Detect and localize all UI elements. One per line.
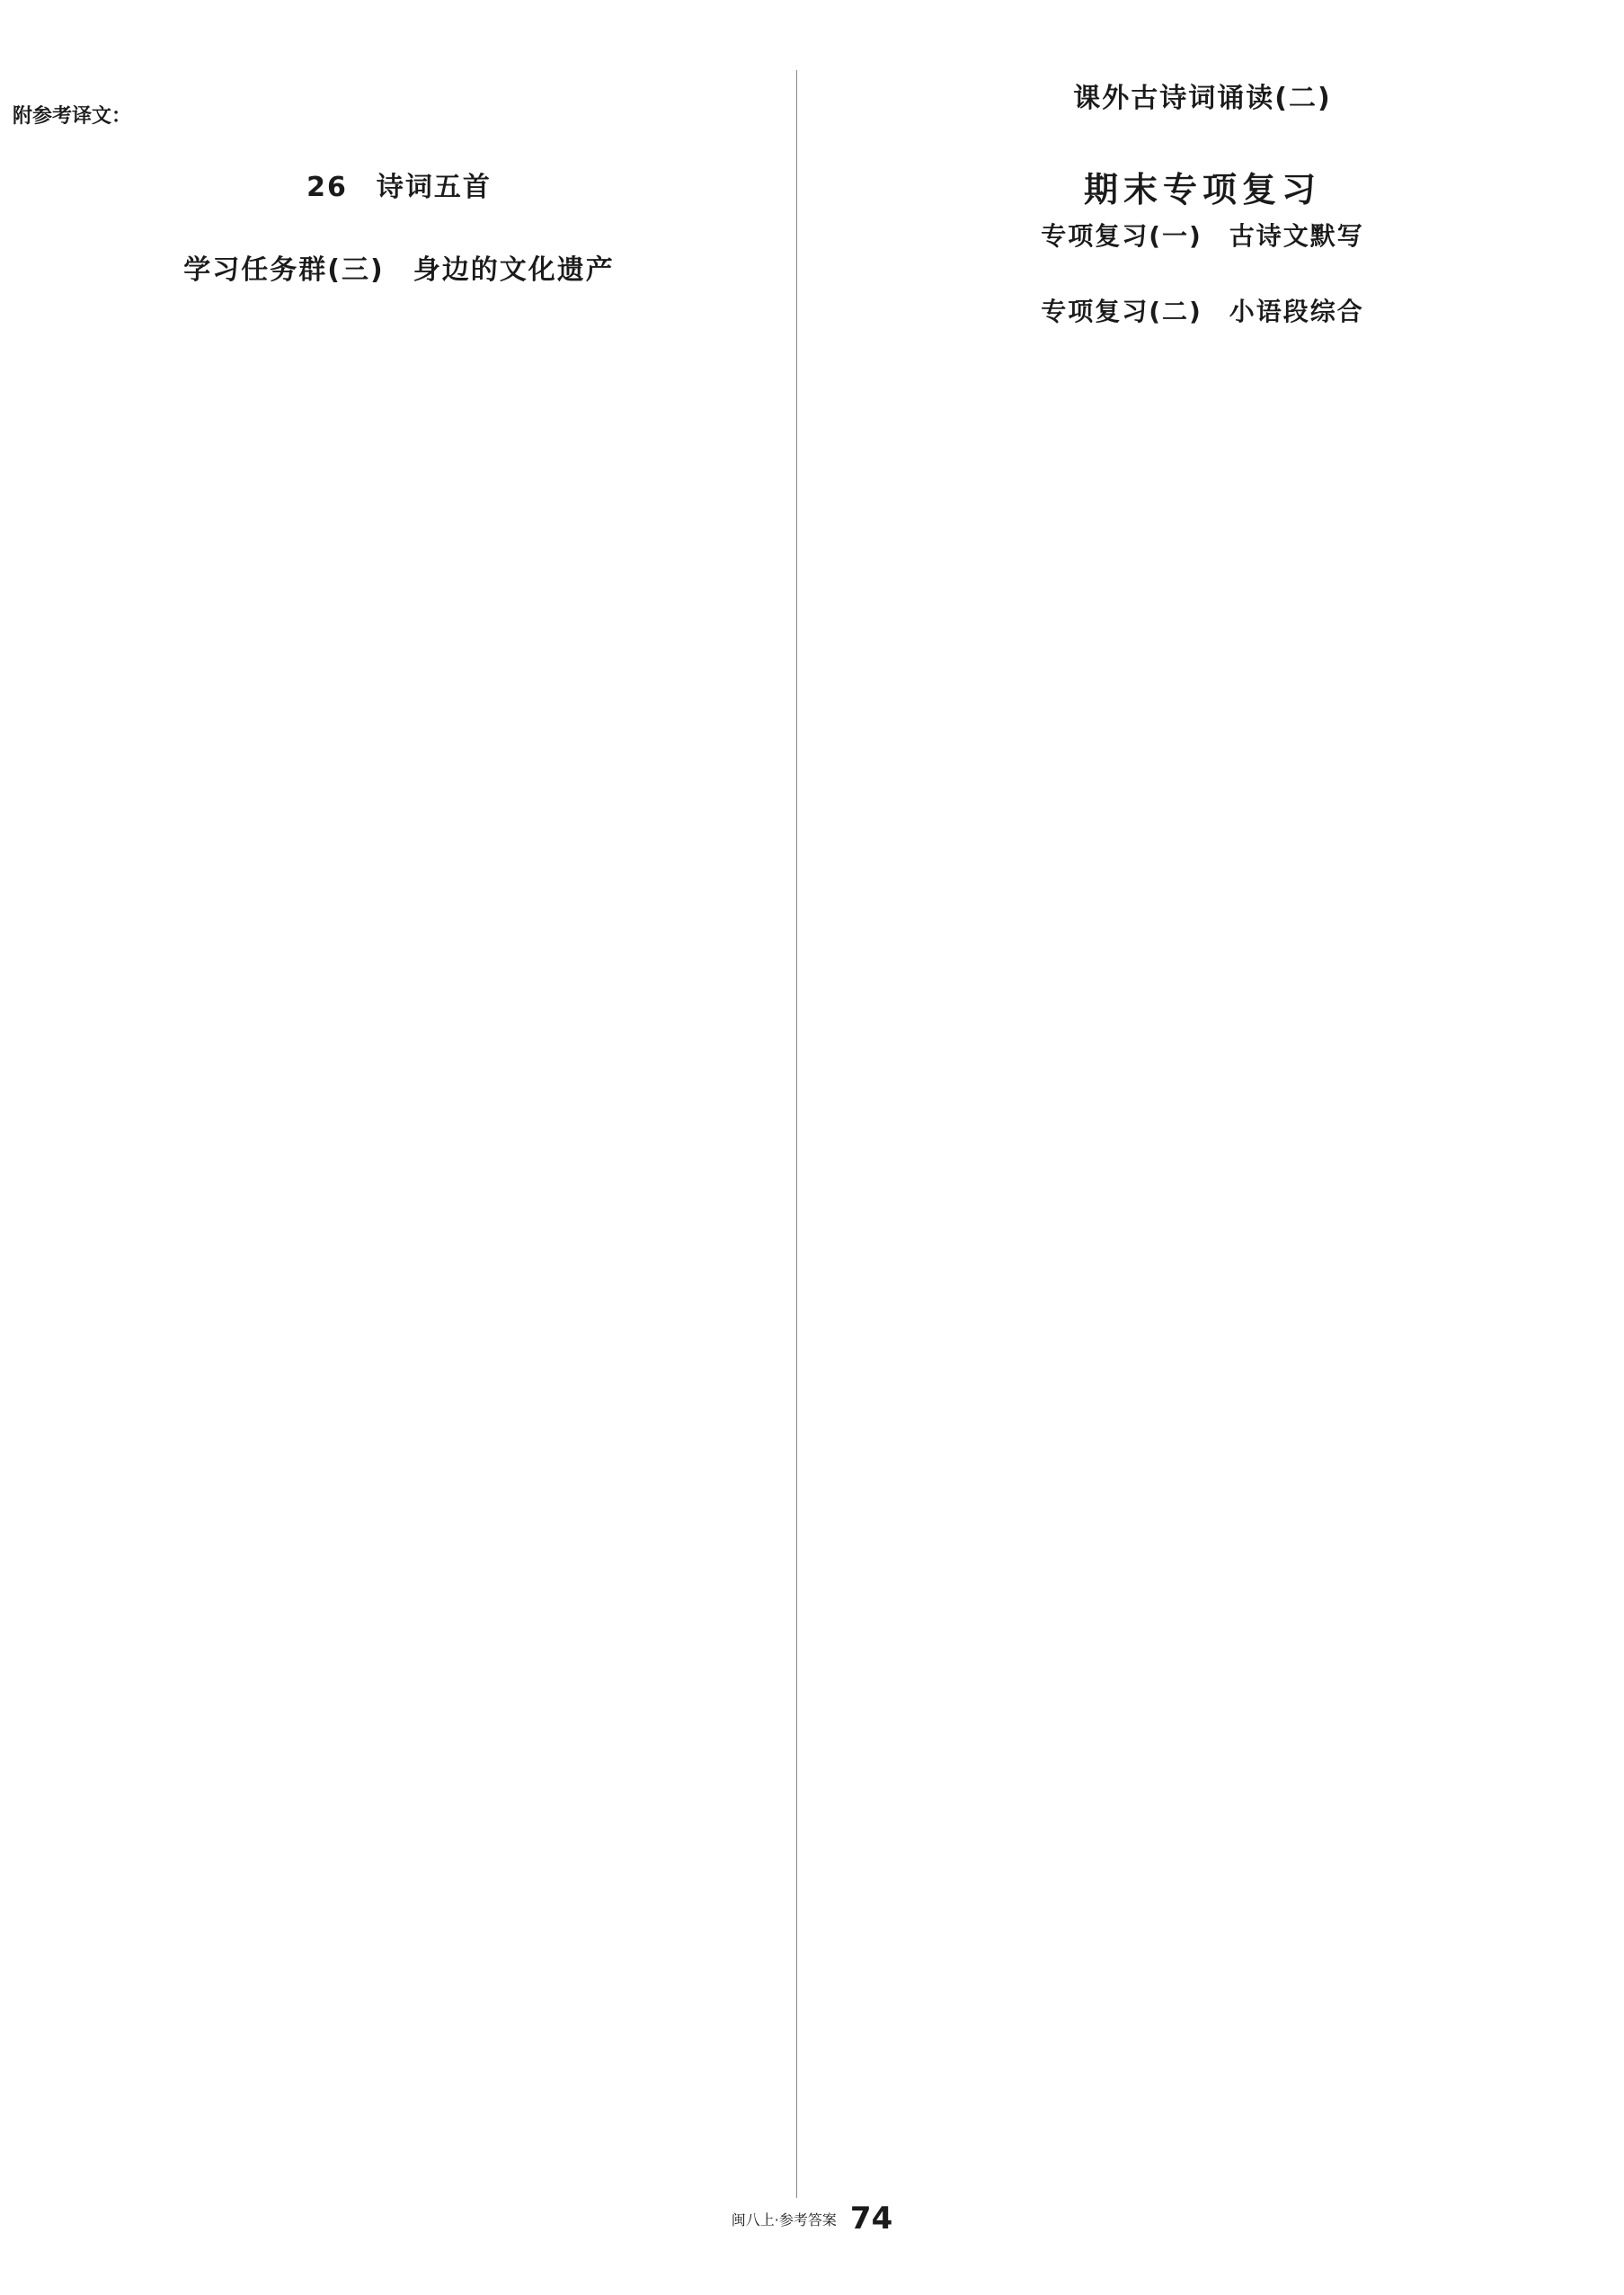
appendix-label: 附参考译文： bbox=[13, 104, 132, 128]
page-footer bbox=[0, 2201, 1624, 2237]
appendix-translation bbox=[13, 130, 785, 159]
section-26-title: 26 诗词五首 bbox=[306, 172, 492, 203]
footer-tag: 闽八上·参考答案 bbox=[731, 2210, 837, 2228]
continued-answer-text bbox=[13, 70, 785, 99]
final-review-title: 期末专项复习 bbox=[1083, 170, 1321, 209]
task-group-3-answers bbox=[13, 296, 785, 325]
left-column bbox=[13, 70, 785, 2198]
right-column bbox=[816, 70, 1589, 2198]
section-26-answers bbox=[13, 213, 785, 242]
special-review-1-answers bbox=[816, 260, 1589, 289]
special-review-1-title: 专项复习(一) 古诗文默写 bbox=[1041, 221, 1364, 251]
page-number: 74 bbox=[849, 2201, 893, 2237]
extra-poetry-answers bbox=[816, 124, 1589, 153]
special-review-2-answers bbox=[816, 335, 1589, 364]
column-divider bbox=[796, 70, 797, 2198]
special-review-2-title: 专项复习(二) 小语段综合 bbox=[1041, 297, 1364, 326]
extra-poetry-title: 课外古诗词诵读(二) bbox=[1073, 83, 1332, 114]
task-group-3-title: 学习任务群(三) 身边的文化遗产 bbox=[183, 254, 615, 286]
